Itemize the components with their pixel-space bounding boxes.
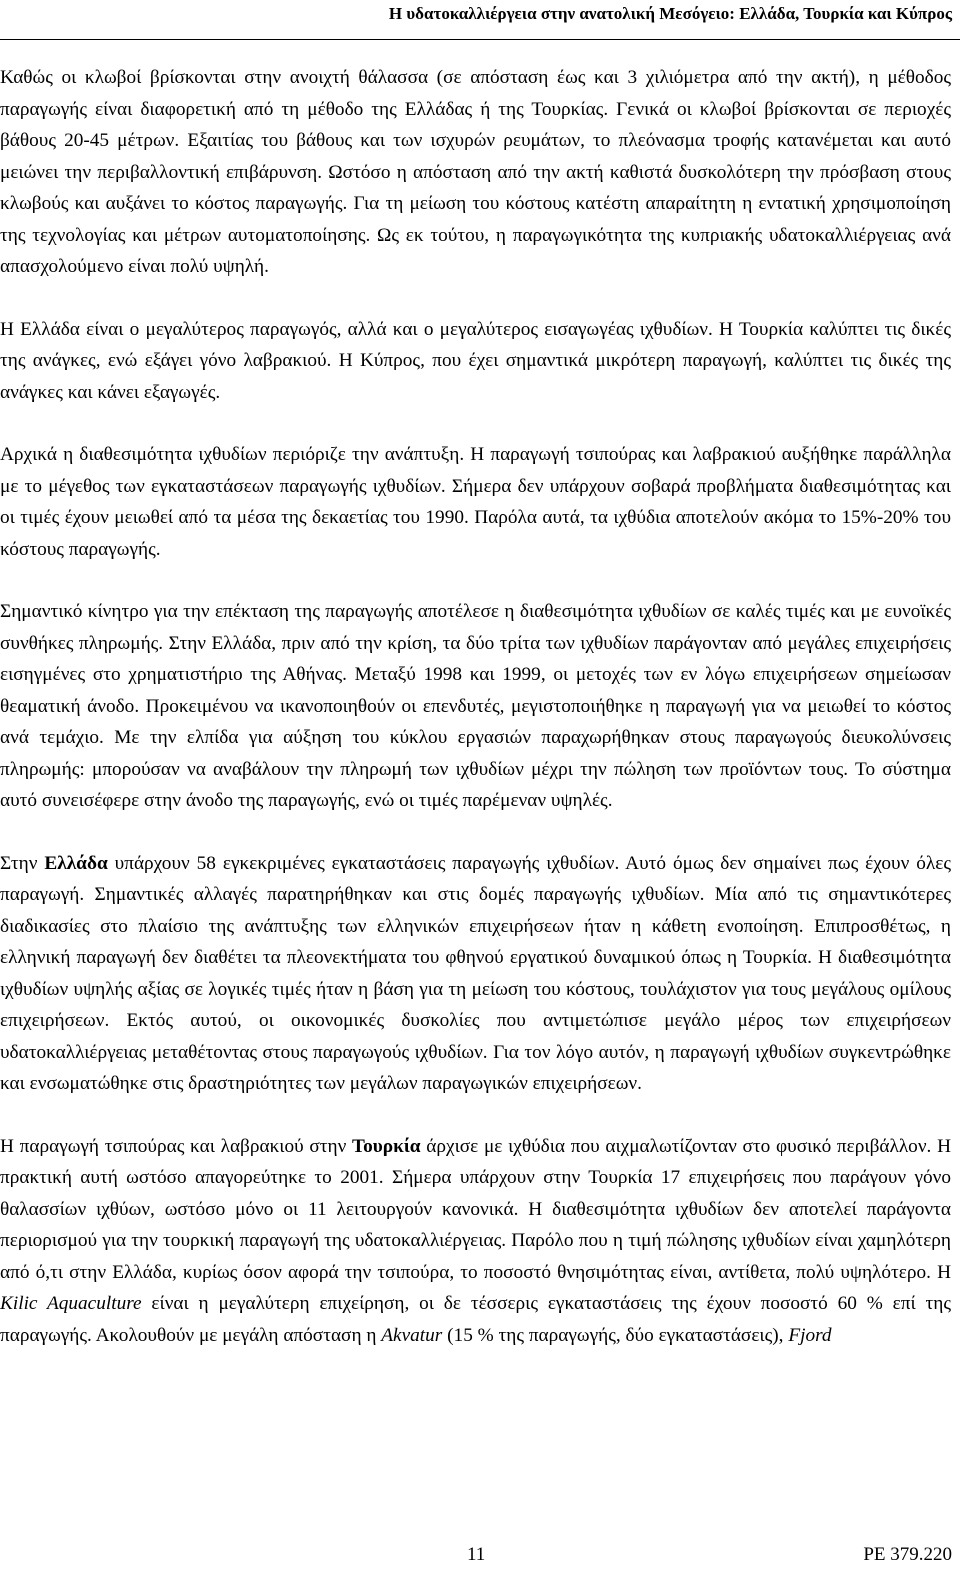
document-code: PE 379.220 bbox=[863, 1544, 952, 1565]
running-header: Η υδατοκαλλιέργεια στην ανατολική Μεσόγειο: Ελλάδα, Τουρκία και Κύπρος bbox=[388, 4, 952, 23]
paragraph-incentive: Σημαντικό κίνητρο για την επέκταση της παραγωγής αποτέλεσε η διαθεσιμότητα ιχθυδίων σε καλές τιμές και με ευνοϊκές συνθήκες πληρωμής. Στην Ελλάδα, πριν από την κρίση, τα δύο τρίτα των ιχθυδίων παράγονταν από μεγάλες επιχειρήσεις εισηγμένες στο χρηματιστήριο της Αθήνας. Μεταξύ 1998 και 1999, οι μετοχές των εν λόγω επιχειρήσεων σημείωσαν θεαματική άνοδο. Προκειμένου να ικανοποιηθούν οι επενδυτές, μεγιστοποιήθηκε η παραγωγή για να μειωθεί το κόστος ανά τεμάχιο. Με την ελπίδα για αύξηση του κύκλου εργασιών παραχωρήθηκαν στους παραγωγούς διευκολύνσεις πληρωμής: μπορούσαν να αναβάλουν την πληρωμή των ιχθυδίων μέχρι την πώληση των προϊόντων τους. Το σύστημα αυτό συνεισέφερε στην άνοδο της παραγωγής, ενώ οι τιμές παρέμεναν υψηλές. bbox=[0, 601, 951, 811]
company-kilic: Kilic Aquaculture bbox=[0, 1293, 142, 1314]
greece-rest: υπάρχουν 58 εγκεκριμένες εγκαταστάσεις παραγωγής ιχθυδίων. Αυτό όμως δεν σημαίνει πως έχουν όλες παραγωγή. Σημαντικές αλλαγές παρατηρήθηκαν και στις δομές παραγωγής ιχθυδίων. Μία από τις σημαντικότερες διαδικασίες στο πλαίσιο της ανάπτυξης των ελληνικών επιχειρήσεων ήταν η κάθετη ενοποίηση. Επιπροσθέτως, η ελληνική παραγωγή δεν διαθέτει τα πλεονεκτήματα του φθηνού εργατικού δυναμικού όπως η Τουρκία. Η διαθεσιμότητα ιχθυδίων υψηλής αξίας σε λογικές τιμές ήταν η βάση για τη μείωση του κόστους, τουλάχιστον για τους μεγάλους ομίλους επιχειρήσεων. Εκτός αυτού, οι οικονομικές δυσκολίες που αντιμετώπισε μεγάλο μέρος των επιχειρήσεων υδατοκαλλιέργειας μεταθέτοντας στους παραγωγούς ιχθυδίων. Για τον λόγο αυτόν, η παραγωγή ιχθυδίων συγκεντρώθηκε και ενσωματώθηκε στις δραστηριότητες των μεγάλων παραγωγικών επιχειρήσεων. bbox=[0, 852, 951, 1094]
paragraph-cyprus-cages: Καθώς οι κλωβοί βρίσκονται στην ανοιχτή θάλασσα (σε απόσταση έως και 3 χιλιόμετρα από την ακτή), η μέθοδος παραγωγής είναι διαφορετική από τη μέθοδο της Ελλάδας ή της Τουρκίας. Γενικά οι κλωβοί βρίσκονται σε περιοχές βάθους 20-45 μέτρων. Εξαιτίας του βάθους και των ισχυρών ρευμάτων, το πλεόνασμα τροφής κατανέμεται και αυτό μειώνει την περιβαλλοντική επιβάρυνση. Ωστόσο η απόσταση από την ακτή καθιστά δυσκολότερη την πρόσβαση στους κλωβούς και αυξάνει το κόστος παραγωγής. Για τη μείωση του κόστους κατέστη απαραίτητη η εντατική χρησιμοποίηση της τεχνολογίας και μέτρων αυτοματοποίησης. Ως εκ τούτου, η παραγωγικότητα της κυπριακής υδατοκαλλιέργειας ανά απασχολούμενο είναι πολύ υψηλή. bbox=[0, 67, 951, 277]
paragraph-turkey bbox=[0, 1131, 951, 1352]
page-number: 11 bbox=[467, 1544, 486, 1565]
document-body bbox=[0, 62, 951, 1351]
turkey-part-4: (15 % της παραγωγής, δύο εγκαταστάσεις), bbox=[442, 1324, 789, 1346]
greece-intro: Στην bbox=[0, 852, 45, 874]
paragraph-producers: Η Ελλάδα είναι ο μεγαλύτερος παραγωγός, αλλά και ο μεγαλύτερος εισαγωγέας ιχθυδίων. Η Τουρκία καλύπτει τις δικές της ανάγκες, ενώ εξάγει γόνο λαβρακιού. Η Κύπρος, που έχει σημαντικά μικρότερη παραγωγή, καλύπτει τις δικές της ανάγκες και κάνει εξαγωγές. bbox=[0, 318, 951, 403]
greece-bold: Ελλάδα bbox=[44, 852, 108, 874]
paragraph-greece bbox=[0, 848, 951, 1100]
header-rule bbox=[0, 39, 960, 40]
turkey-part-3: είναι η μεγαλύτερη επιχείρηση, οι δε τέσσερις εγκαταστάσεις της έχουν ποσοστό 60 % επί της παραγωγής. Ακολουθούν με μεγάλη απόσταση η bbox=[0, 1293, 951, 1346]
turkey-bold: Τουρκία bbox=[352, 1135, 421, 1157]
company-fjord: Fjord bbox=[788, 1324, 832, 1346]
company-akvatur: Akvatur bbox=[381, 1324, 443, 1346]
turkey-part-2: άρχισε με ιχθύδια που αιχμαλωτίζονταν στο φυσικό περιβάλλον. Η πρακτική αυτή ωστόσο απαγορεύτηκε το 2001. Σήμερα υπάρχουν στην Τουρκία 17 επιχειρήσεις που παράγουν γόνο θαλασσίων ιχθύων, ωστόσο μόνο οι 11 λειτουργούν κανονικά. Η διαθεσιμότητα ιχθυδίων δεν αποτελεί παράγοντα περιορισμού για την τουρκική παραγωγή της υδατοκαλλιέργειας. Παρόλο που η τιμή πώλησης ιχθυδίων είναι χαμηλότερη από ό,τι στην Ελλάδα, κυρίως όσον αφορά την τσιπούρα, το ποσοστό θνησιμότητας είναι, αντίθετα, πολύ υψηλότερο. Η bbox=[0, 1135, 951, 1283]
paragraph-fry-availability: Αρχικά η διαθεσιμότητα ιχθυδίων περιόριζε την ανάπτυξη. Η παραγωγή τσιπούρας και λαβρακιού αυξήθηκε παράλληλα με το μέγεθος των εγκαταστάσεων παραγωγής ιχθυδίων. Σήμερα δεν υπάρχουν σοβαρά προβλήματα διαθεσιμότητας και οι τιμές έχουν μειωθεί από τα μέσα της δεκαετίας του 1990. Παρόλα αυτά, τα ιχθύδια αποτελούν ακόμα το 15%-20% του κόστους παραγωγής. bbox=[0, 444, 951, 560]
turkey-part-1: Η παραγωγή τσιπούρας και λαβρακιού στην bbox=[0, 1135, 353, 1157]
